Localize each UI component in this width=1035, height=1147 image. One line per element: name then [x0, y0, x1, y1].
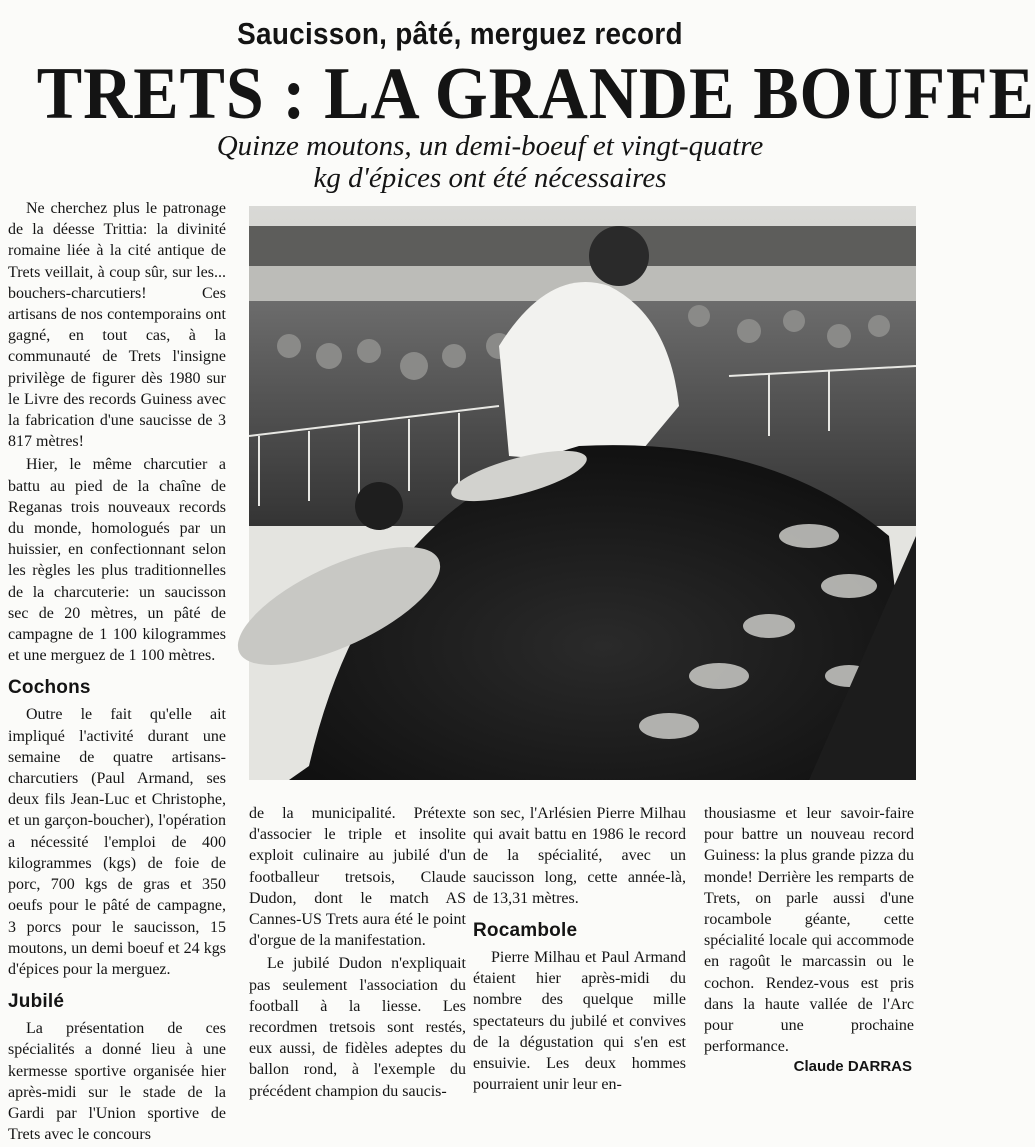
- paragraph: Pierre Milhau et Paul Armand étaient hier après-midi du nombre des quelque mille spectateurs du jubilé et convives de la dégustation qui s'en est ensuivie. Les deux hommes pourraient unir leur en-: [473, 949, 686, 1094]
- paragraph: thousiasme et leur savoir-faire pour battre un nouveau record Guiness: la plus grande pizza du monde! Derrière les remparts de Trets, on parle aussi d'une rocambole géante, cette spécialité locale qui accommode en ragoût le marcassin ou le cochon. Rendez-vous est pris dans la haute vallée de l'Arc pour une prochaine performance.: [704, 805, 914, 1056]
- text-column-4: [704, 803, 914, 1059]
- author-signature: Claude DARRAS: [793, 1058, 912, 1075]
- paragraph: de la municipalité. Prétexte d'associer le triple et insolite exploit culinaire au jubilé d'un footballeur tretsois, Claude Dudon, dont le match AS Cannes-US Trets aura été le point d'orgue de la manifestation.: [249, 805, 466, 950]
- text-column-2: [249, 803, 466, 1104]
- paragraph: Hier, le même charcutier a battu au pied de la chaîne de Reganas trois nouveaux records du monde, homologués par un huissier, en confectionnant selon les règles les plus traditionnelles de la charcuterie: un saucisson sec de 20 mètres, un pâté de campagne de 1 100 kilogrammes et une merguez de 1 100 mètres.: [8, 456, 226, 665]
- subheading-cochons: Cochons: [8, 677, 91, 699]
- paragraph: son sec, l'Arlésien Pierre Milhau qui avait battu en 1986 le record de la spécialité, avec un saucisson long, cette année-là, de 13,31 mètres.: [473, 805, 686, 907]
- paragraph: Le jubilé Dudon n'expliquait pas seulement l'association du football à la liesse. Les recordmen tretsois sont restés, eux aussi, de fidèles adeptes du ballon rond, à l'exemple du précédent champion du saucis-: [249, 955, 466, 1100]
- paragraph: Outre le fait qu'elle ait impliqué l'activité durant une semaine de quatre artisans-charcutiers (Paul Armand, ses deux fils Jean-Luc et Christophe, et un garçon-boucher), l'opération a nécessité l'emploi de 400 kilogrammes (kgs) de foie de porc, 700 kgs de gras et 350 oeufs pour le pâté de campagne, 3 porcs pour le saucisson, 15 moutons, un demi boeuf et 24 kgs d'épices pour la merguez.: [8, 706, 226, 978]
- article-photo: [249, 206, 916, 780]
- text-column-1: [8, 198, 226, 1147]
- subheading-jubile: Jubilé: [8, 991, 65, 1013]
- paragraph: Ne cherchez plus le patronage de la déesse Trittia: la divinité romaine liée à la cité antique de Trets veillait, à coup sûr, sur les... bouchers-charcutiers! Ces artisans de nos contemporains ont gagné, en tout cas, à la communauté de Trets l'insigne privilège de figurer dès 1980 sur le Livre des records Guiness avec la fabrication d'une saucisse de 3 817 mètres!: [8, 200, 226, 451]
- standfirst-line-1: Quinze moutons, un demi-boeuf et vingt-quatre: [216, 130, 764, 162]
- article-standfirst: [100, 130, 880, 194]
- article-headline: TRETS : LA GRANDE BOUFFE: [36, 53, 1035, 135]
- subheading-rocambole: Rocambole: [473, 920, 578, 942]
- paragraph: La présentation de ces spécialités a donné lieu à une kermesse sportive organisée hier après-midi sur le stade de la Gardi par l'Union sportive de Trets avec le concours: [8, 1020, 226, 1144]
- photo-illustration: [249, 206, 916, 780]
- text-column-3: [473, 803, 686, 1097]
- article-surtitle: Saucisson, pâté, merguez record: [237, 16, 683, 51]
- standfirst-line-2: kg d'épices ont été nécessaires: [313, 162, 667, 194]
